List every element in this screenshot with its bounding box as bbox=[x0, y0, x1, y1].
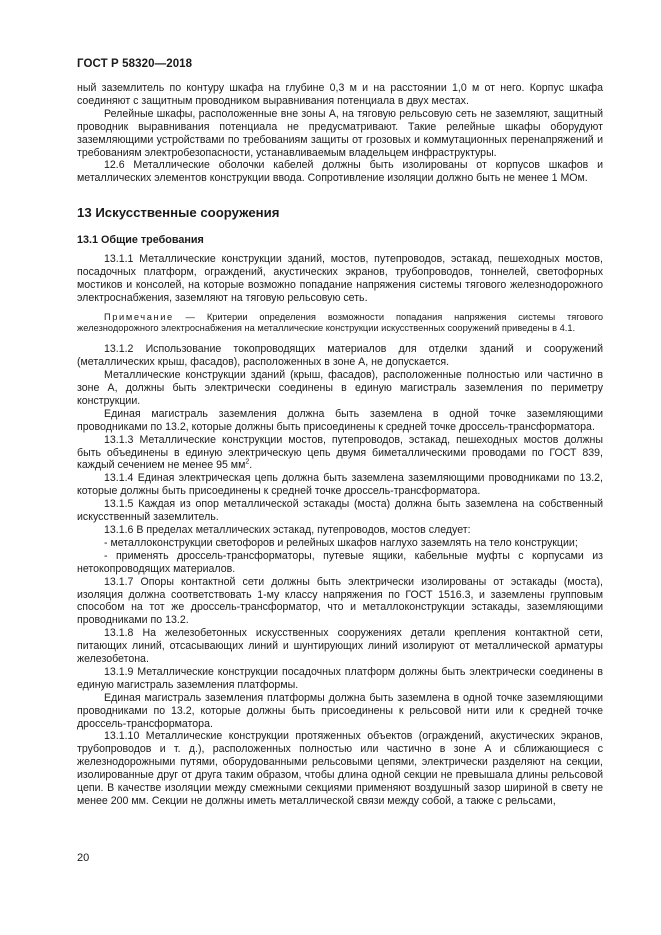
paragraph: 13.1.5 Каждая из опор металлической эстакады (моста) должна быть заземлена на собственный искусственный заземлитель. bbox=[77, 498, 603, 524]
paragraph: 13.1.4 Единая электрическая цепь должна быть заземлена заземляющими проводниками по 13.2, которые должны быть присоединены к средней точке дроссель-трансформатора. bbox=[77, 472, 603, 498]
note-label: Примечание bbox=[104, 311, 174, 322]
paragraph: 13.1.9 Металлические конструкции посадочных платформ должны быть электрически соединены в единую магистраль заземления платформы. bbox=[77, 665, 603, 691]
document-code-header: ГОСТ Р 58320—2018 bbox=[77, 58, 193, 70]
superscript: 2 bbox=[245, 458, 250, 466]
paragraph: Единая магистраль заземления должна быть заземлена в одной точке заземляющими проводниками по 13.2, которые должны быть присоединены к средней точке дроссель-трансформатора. bbox=[77, 407, 603, 433]
paragraph: 13.1.2 Использование токопроводящих материалов для отделки зданий и сооружений (металлических крыш, фасадов), расположенных в зоне А, не допускается. bbox=[77, 343, 603, 369]
paragraph: 13.1.8 На железобетонных искусственных сооружениях детали крепления контактной сети, питающих линий, отсасывающих линий и шунтирующих линий изолируют от металлической арматуры железобетона. bbox=[77, 627, 603, 666]
section-heading: 13 Искусственные сооружения bbox=[77, 205, 280, 221]
paragraph-text: 13.1.3 Металлические конструкции мостов, путепроводов, эстакад, пешеходных мостов должны быть объединены в единую электрическую цепь двумя биметаллическими проводами по ГОСТ 839, каждый сечением не менее 95 мм bbox=[77, 433, 603, 472]
page-number: 20 bbox=[77, 852, 90, 864]
paragraph: 13.1.10 Металлические конструкции протяженных объектов (ограждений, акустических экранов, трубопроводов и т. д.), расположенных полностью или частично в зоне А и сближающиеся с железнодорожными путями, оборудованными рельсовыми цепями, электрически разделяют на секции, изолированные друг от друга таким образом, чтобы длина одной секции не превышала длины рельсовой цепи. В качестве изоляции между смежными секциями применяют воздушный зазор шириной в свету не менее 200 мм. Секции не должны иметь металлической связи между собой, а также с рельсами, bbox=[77, 730, 603, 807]
paragraph-text-end: . bbox=[249, 459, 253, 472]
subsection-heading: 13.1 Общие требования bbox=[77, 234, 204, 247]
list-item: - применять дроссель-трансформаторы, путевые ящики, кабельные муфты с корпусами из нетокопроводящих материалов. bbox=[77, 549, 603, 575]
paragraph: Металлические конструкции зданий (крыш, фасадов), расположенные полностью или частично в зоне А, должны быть электрически соединены в единую магистраль заземления по периметру конструкции. bbox=[77, 369, 603, 407]
paragraph: Релейные шкафы, расположенные вне зоны А, на тяговую рельсовую сеть не заземляют, защитный проводник выравнивания потенциала не предусматривают. Такие релейные шкафы оборудуют заземляющими устройствами по требованиям защиты от грозовых и коммутационных перенапряжений и требованиям электробезопасности, устанавливаемым владельцем инфраструктуры. bbox=[77, 107, 603, 159]
paragraph: 13.1.1 Металлические конструкции зданий, мостов, путепроводов, эстакад, пешеходных мостов, посадочных платформ, ограждений, акустических экранов, трубопроводов, тоннелей, светофорных мостиков и консолей, на которые возможно попадание напряжения системы тягового железнодорожного электроснабжения, заземляют на тяговую рельсовую сеть. bbox=[77, 253, 603, 304]
paragraph: Единая магистраль заземления платформы должна быть заземлена в одной точке заземляющими проводниками по 13.2, которые должны быть присоединены к рельсовой нити или к средней точке дроссель-трансформатора. bbox=[77, 691, 603, 730]
paragraph: 12.6 Металлические оболочки кабелей должны быть изолированы от корпусов шкафов и металлических элементов конструкции ввода. Сопротивление изоляции должно быть не менее 1 МОм. bbox=[77, 159, 603, 185]
paragraph bbox=[77, 434, 603, 473]
document-body bbox=[77, 82, 603, 808]
note bbox=[77, 312, 603, 336]
paragraph: ный заземлитель по контуру шкафа на глубине 0,3 м и на расстоянии 1,0 м от него. Корпус шкафа соединяют с защитным проводником выравнивания потенциала в двух местах. bbox=[77, 82, 603, 107]
list-item: - металлоконструкции светофоров и релейных шкафов наглухо заземлять на тело конструкции; bbox=[104, 536, 578, 549]
paragraph: 13.1.7 Опоры контактной сети должны быть электрически изолированы от эстакады (моста), изоляция должна соответствовать 1-му классу напряжения по ГОСТ 1516.3, и заземлены групповым способом на тот же дроссель-трансформатор, что и металлоконструкции эстакады, заземляющими проводниками по 13.2. bbox=[77, 575, 603, 627]
note-text: — Критерии определения возможности попадания напряжения системы тягового железнодорожного электроснабжения на металлические конструкции искусственных сооружений приведены в 4.1. bbox=[77, 311, 603, 334]
paragraph: 13.1.6 В пределах металлических эстакад, путепроводов, мостов следует: bbox=[104, 523, 471, 536]
